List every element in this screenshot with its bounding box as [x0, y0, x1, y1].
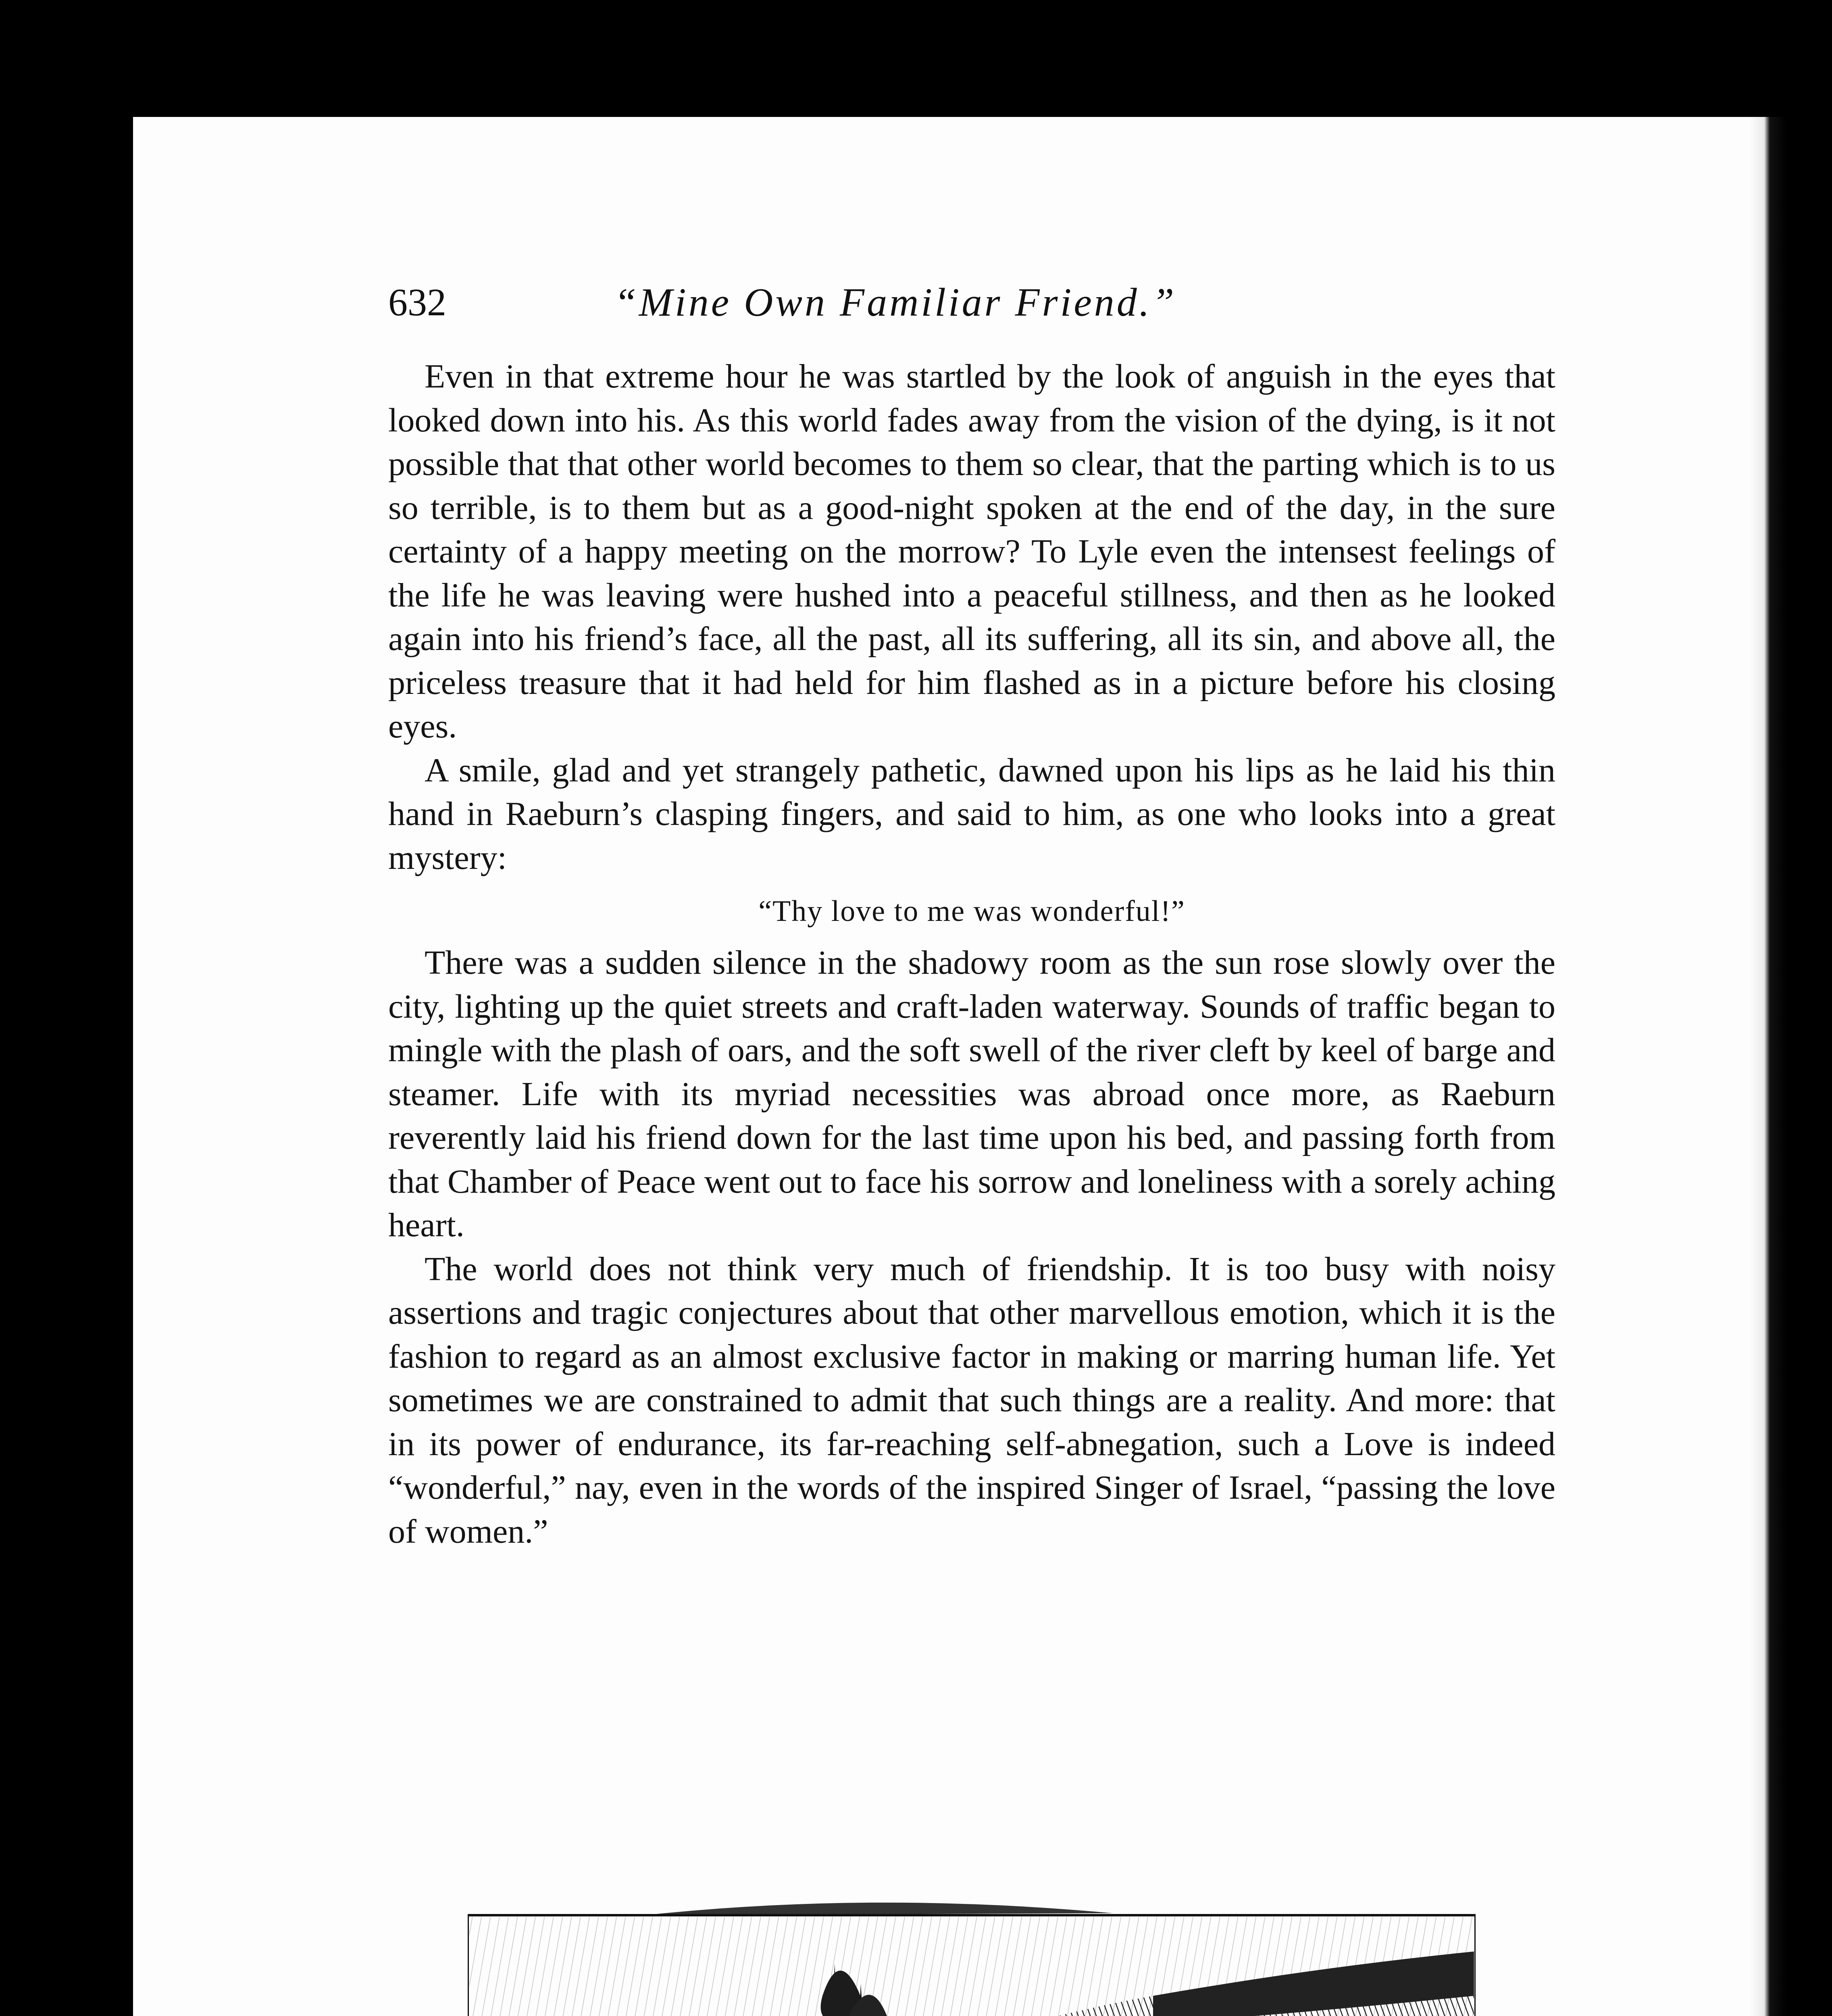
quote-line: “Thy love to me was wonderful!”: [758, 895, 1185, 928]
page-edge: [1750, 117, 1786, 2016]
page-number: 632: [388, 281, 446, 324]
paragraph: The world does not think very much of friendship. It is too busy with noisy assertions and tragic conjectures about that other marvellous emotion, which it is the fashion to regard as an almost exclusive factor in making or marring human life. Yet sometimes we are constrained to admit that such things are a reality. And more: that in its power of endurance, its far-reaching self-abnegation, such a Love is indeed “wonderful,” nay, even in the words of the inspired Singer of Israel, “passing the love of women.”: [388, 1250, 1555, 1550]
landscape-engraving-icon: [468, 1891, 1476, 2016]
paragraph: There was a sudden silence in the shadowy room as the sun rose slowly over the city, lighting up the quiet streets and craft-laden waterway. Sounds of traffic began to mingle with the plash of oars, and the soft swell of the river cleft by keel of barge and steamer. Life with its myriad necessities was abroad once more, as Raeburn reverently laid his friend down for the last time upon his bed, and passing forth from that Chamber of Peace went out to face his sorrow and loneliness with a sorely aching heart.: [388, 944, 1555, 1244]
paragraph: A smile, glad and yet strangely pathetic, dawned upon his lips as he laid his thin hand in Raeburn’s clasping fingers, and said to him, as one who looks into a great mystery:: [388, 751, 1555, 877]
paragraph: Even in that extreme hour he was startled by the look of anguish in the eyes that looked down into his. As this world fades away from the vision of the dying, is it not possible that that other world becomes to them so clear, that the parting which is to us so terrible, is to them but as a good-night spoken at the end of the day, in the sure certainty of a happy meeting on the morrow? To Lyle even the intensest feelings of the life he was leaving were hushed into a peaceful stillness, and then as he looked again into his friend’s face, all the past, all its suffering, all its sin, and above all, the priceless treasure that it had held for him flashed as in a picture before his closing eyes.: [388, 358, 1555, 745]
body-text: [388, 355, 1555, 1554]
running-head: [388, 274, 1557, 331]
running-title: “Mine Own Familiar Friend.”: [614, 280, 1177, 325]
